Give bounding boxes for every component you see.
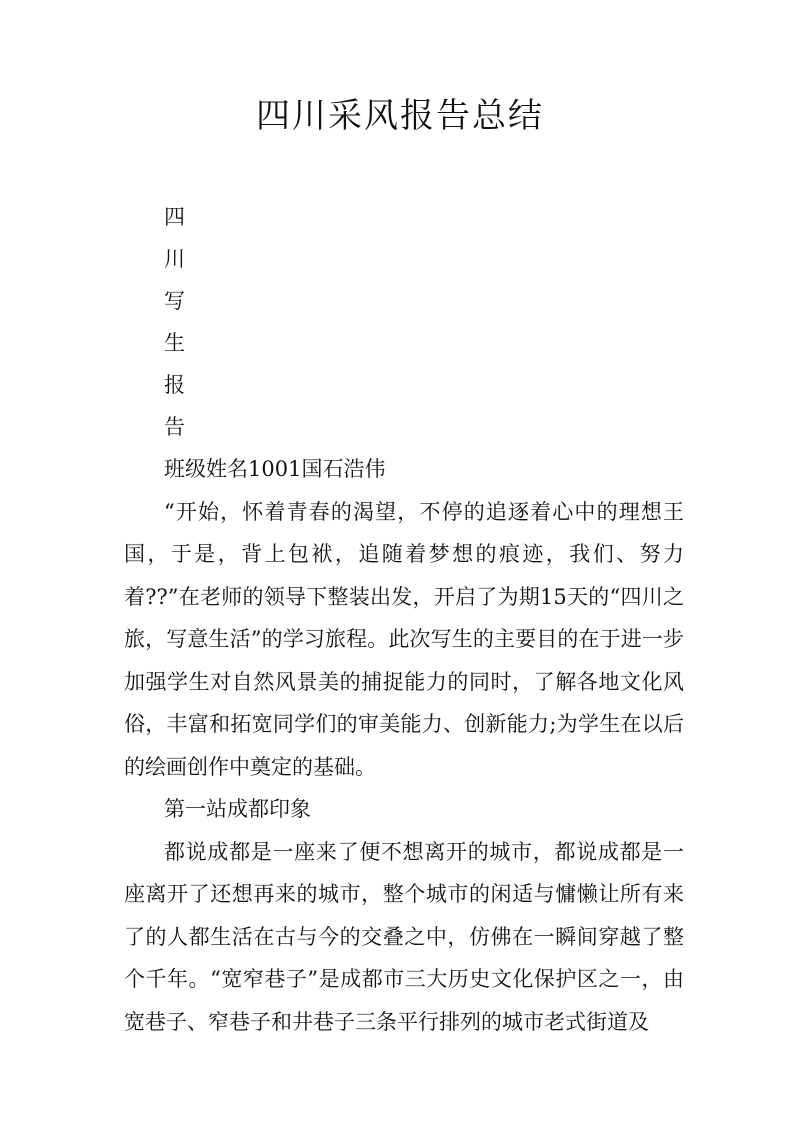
vertical-heading-char: 生 [164, 331, 185, 355]
paragraph-intro: “开始，怀着青春的渴望，不停的追逐着心中的理想王国，于是，背上包袱，追随着梦想的痕迹，我们、努力着??”在老师的领导下整装出发，开启了为期15天的“四川之旅，写意生活”的学习旅程。此次写生的主要目的在于进一步加强学生对自然风景美的捕捉能力的同时，了解各地文化风俗，丰富和拓宽同学们的审美能力、创新能力;为学生在以后的绘画创作中奠定的基础。 [124, 499, 684, 779]
document-title: 四川采风报告总结 [256, 96, 544, 136]
vertical-heading-char: 川 [164, 247, 185, 271]
vertical-heading-char: 写 [164, 289, 185, 313]
vertical-heading-char: 四 [164, 205, 185, 229]
paragraph-chengdu: 都说成都是一座来了便不想离开的城市，都说成都是一座离开了还想再来的城市，整个城市的闲适与慵懒让所有来了的人都生活在古与今的交叠之中，仿佛在一瞬间穿越了整个千年。“宽窄巷子”是成都市三大历史文化保护区之一，由宽巷子、窄巷子和井巷子三条平行排列的城市老式街道及 [124, 839, 684, 1034]
author-line: 班级姓名1001国石浩伟 [164, 457, 386, 481]
vertical-heading [164, 196, 204, 448]
section-heading: 第一站成都印象 [164, 797, 311, 821]
document-body [124, 448, 684, 1043]
vertical-heading-char: 告 [164, 415, 185, 439]
vertical-heading-char: 报 [164, 373, 185, 397]
